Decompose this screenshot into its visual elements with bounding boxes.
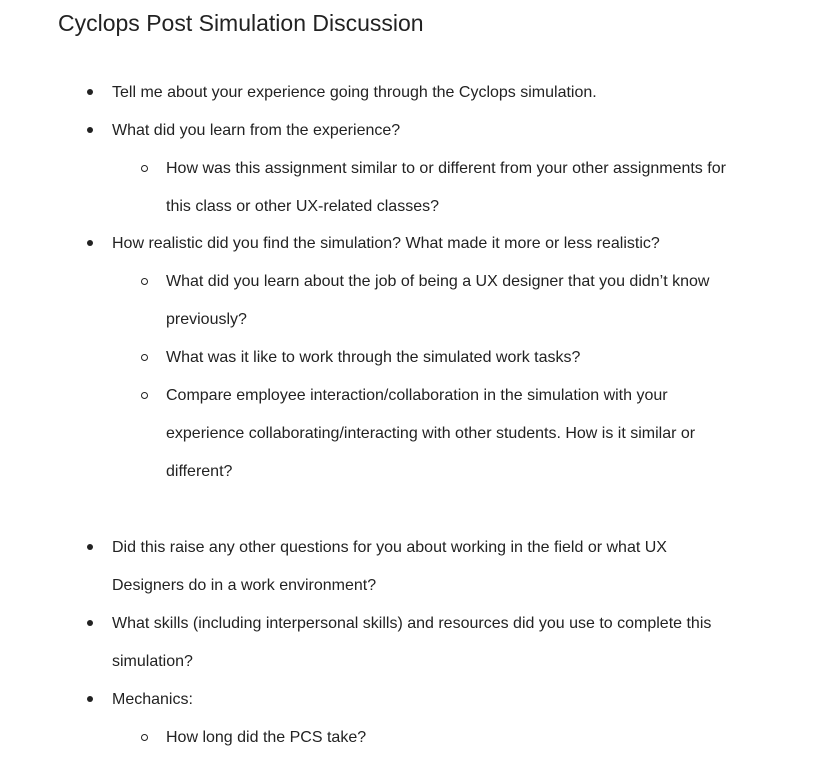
bullet-icon xyxy=(87,696,93,702)
sub-list-item: Compare employee interaction/collaboration in the simulation with your xyxy=(166,387,668,404)
list-item: What did you learn from the experience? xyxy=(112,122,401,139)
sub-list-item-continuation: previously? xyxy=(166,311,247,328)
bullet-icon xyxy=(87,89,93,95)
list-item: Tell me about your experience going through the Cyclops simulation. xyxy=(112,84,597,101)
hollow-bullet-icon xyxy=(141,392,148,399)
sub-list-item-continuation: different? xyxy=(166,463,233,480)
bullet-icon xyxy=(87,544,93,550)
list-item: Mechanics: xyxy=(112,691,193,708)
list-item-continuation: Designers do in a work environment? xyxy=(112,577,377,594)
list-item: Did this raise any other questions for you about working in the field or what UX xyxy=(112,539,667,556)
bullet-icon xyxy=(87,620,93,626)
sub-list-item-continuation: experience collaborating/interacting with other students. How is it similar or xyxy=(166,425,696,442)
page-title: Cyclops Post Simulation Discussion xyxy=(58,10,424,36)
hollow-bullet-icon xyxy=(141,734,148,741)
hollow-bullet-icon xyxy=(141,278,148,285)
sub-list-item-continuation: this class or other UX-related classes? xyxy=(166,198,439,215)
sub-list-item: What was it like to work through the simulated work tasks? xyxy=(166,349,581,366)
list-item: How realistic did you find the simulation? What made it more or less realistic? xyxy=(112,235,660,252)
hollow-bullet-icon xyxy=(141,165,148,172)
list-item: What skills (including interpersonal skills) and resources did you use to complete this xyxy=(112,615,712,632)
sub-list-item: How was this assignment similar to or different from your other assignments for xyxy=(166,160,726,177)
hollow-bullet-icon xyxy=(141,354,148,361)
bullet-icon xyxy=(87,127,93,133)
list-item-continuation: simulation? xyxy=(112,653,193,670)
sub-list-item: What did you learn about the job of being a UX designer that you didn’t know xyxy=(166,273,710,290)
bullet-icon xyxy=(87,240,93,246)
sub-list-item: How long did the PCS take? xyxy=(166,729,367,746)
